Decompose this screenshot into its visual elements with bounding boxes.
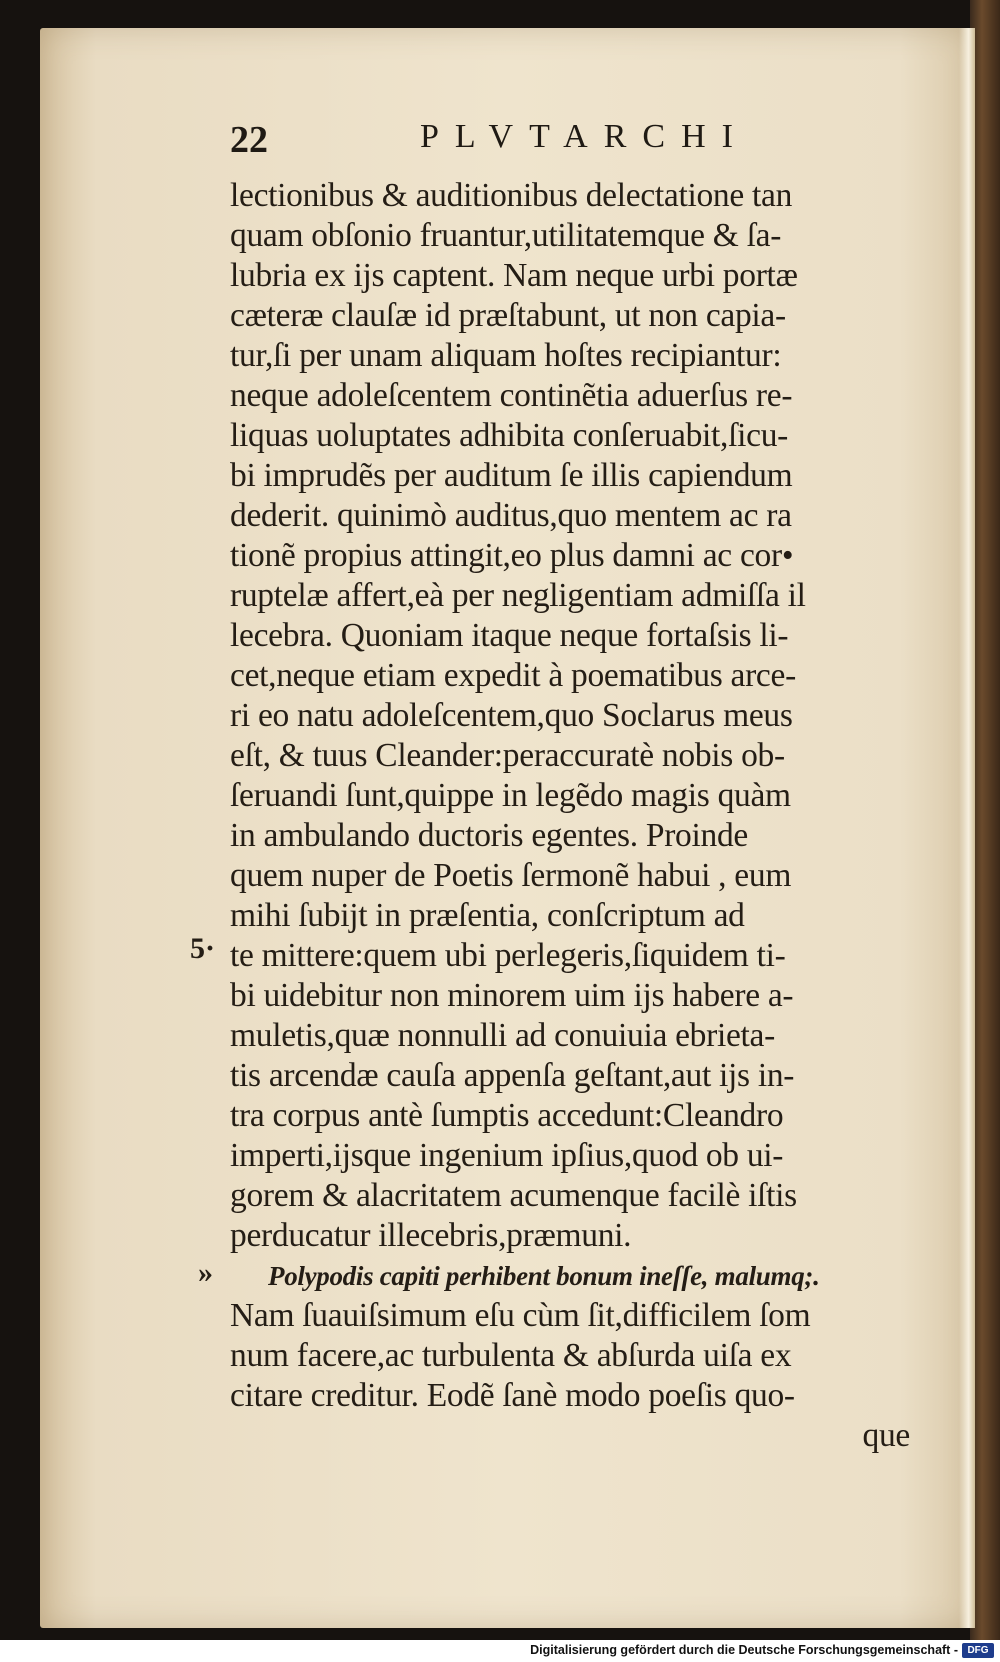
catchword: que [862,1417,910,1454]
text-line: imperti,ijsque ingenium ipſius,quod ob ui- [230,1137,784,1174]
text-line: liquas uoluptates adhibita conſeruabit,ſicu- [230,417,789,454]
footer-bar [0,1640,1000,1662]
text-line: bi uidebitur non minorem uim ijs habere a- [230,977,794,1014]
text-line: muletis,quæ nonnulli ad conuiuia ebrieta- [230,1017,775,1054]
footer-credit: Digitalisierung gefördert durch die Deutsche Forschungsgemeinschaft - [530,1643,958,1657]
main-text [230,176,910,1456]
italic-verse-line: Polypodis capiti perhibent bonum ineſſe, malumq;. [268,1261,820,1291]
page-header [230,118,790,168]
text-line: mihi ſubijt in præſentia, conſcriptum ad [230,897,745,934]
text-line: cæteræ clauſæ id præſtabunt, ut non capia- [230,297,786,334]
text-line: in ambulando ductoris egentes. Proinde [230,817,748,854]
margin-quote-mark: » [198,1256,213,1289]
margin-number: 5· [190,932,216,965]
text-line: eſt, & tuus Cleander:peraccuratè nobis ob- [230,737,785,774]
text-line: tionẽ propius attingit,eo plus damni ac cor• [230,537,794,574]
text-line: dederit. quinimò auditus,quo mentem ac ra [230,497,792,534]
text-line: perducatur illecebris,præmuni. [230,1217,632,1254]
text-line: lubria ex ijs captent. Nam neque urbi portæ [230,257,798,294]
text-line: quam obſonio fruantur,utilitatemque & ſa- [230,217,782,254]
text-line: tur,ſi per unam aliquam hoſtes recipiantur: [230,337,782,374]
text-line: ruptelæ affert,eà per negligentiam admiſſa il [230,577,806,614]
text-line: quem nuper de Poetis ſermonẽ habui , eum [230,857,792,894]
text-line: cet,neque etiam expedit à poematibus arce- [230,657,796,694]
dfg-logo: DFG [962,1643,994,1658]
text-line: lecebra. Quoniam itaque neque fortaſsis li- [230,617,789,654]
page-edge [959,28,975,1628]
text-line: num facere,ac turbulenta & abſurda uiſa ex [230,1337,792,1374]
text-line: te mittere:quem ubi perlegeris,ſiquidem ti- [230,937,786,974]
text-line: tra corpus antè ſumptis accedunt:Cleandro [230,1097,784,1134]
text-line: Nam ſuauiſsimum eſu cùm ſit,difficilem ſom [230,1297,811,1334]
text-line: neque adoleſcentem continẽtia aduerſus re- [230,377,793,414]
text-line: ſeruandi ſunt,quippe in legẽdo magis quàm [230,777,791,814]
text-line: ri eo natu adoleſcentem,quo Soclarus meus [230,697,793,734]
text-line: bi imprudẽs per auditum ſe illis capiendum [230,457,793,494]
running-head: PLVTARCHI [420,118,749,155]
text-line: citare creditur. Eodẽ ſanè modo poeſis quo- [230,1377,795,1414]
text-line: tis arcendæ cauſa appenſa geſtant,aut ijs in- [230,1057,795,1094]
text-line: gorem & alacritatem acumenque facilè iſtis [230,1177,797,1214]
page-number: 22 [230,119,268,161]
text-line: lectionibus & auditionibus delectatione tan [230,177,793,214]
